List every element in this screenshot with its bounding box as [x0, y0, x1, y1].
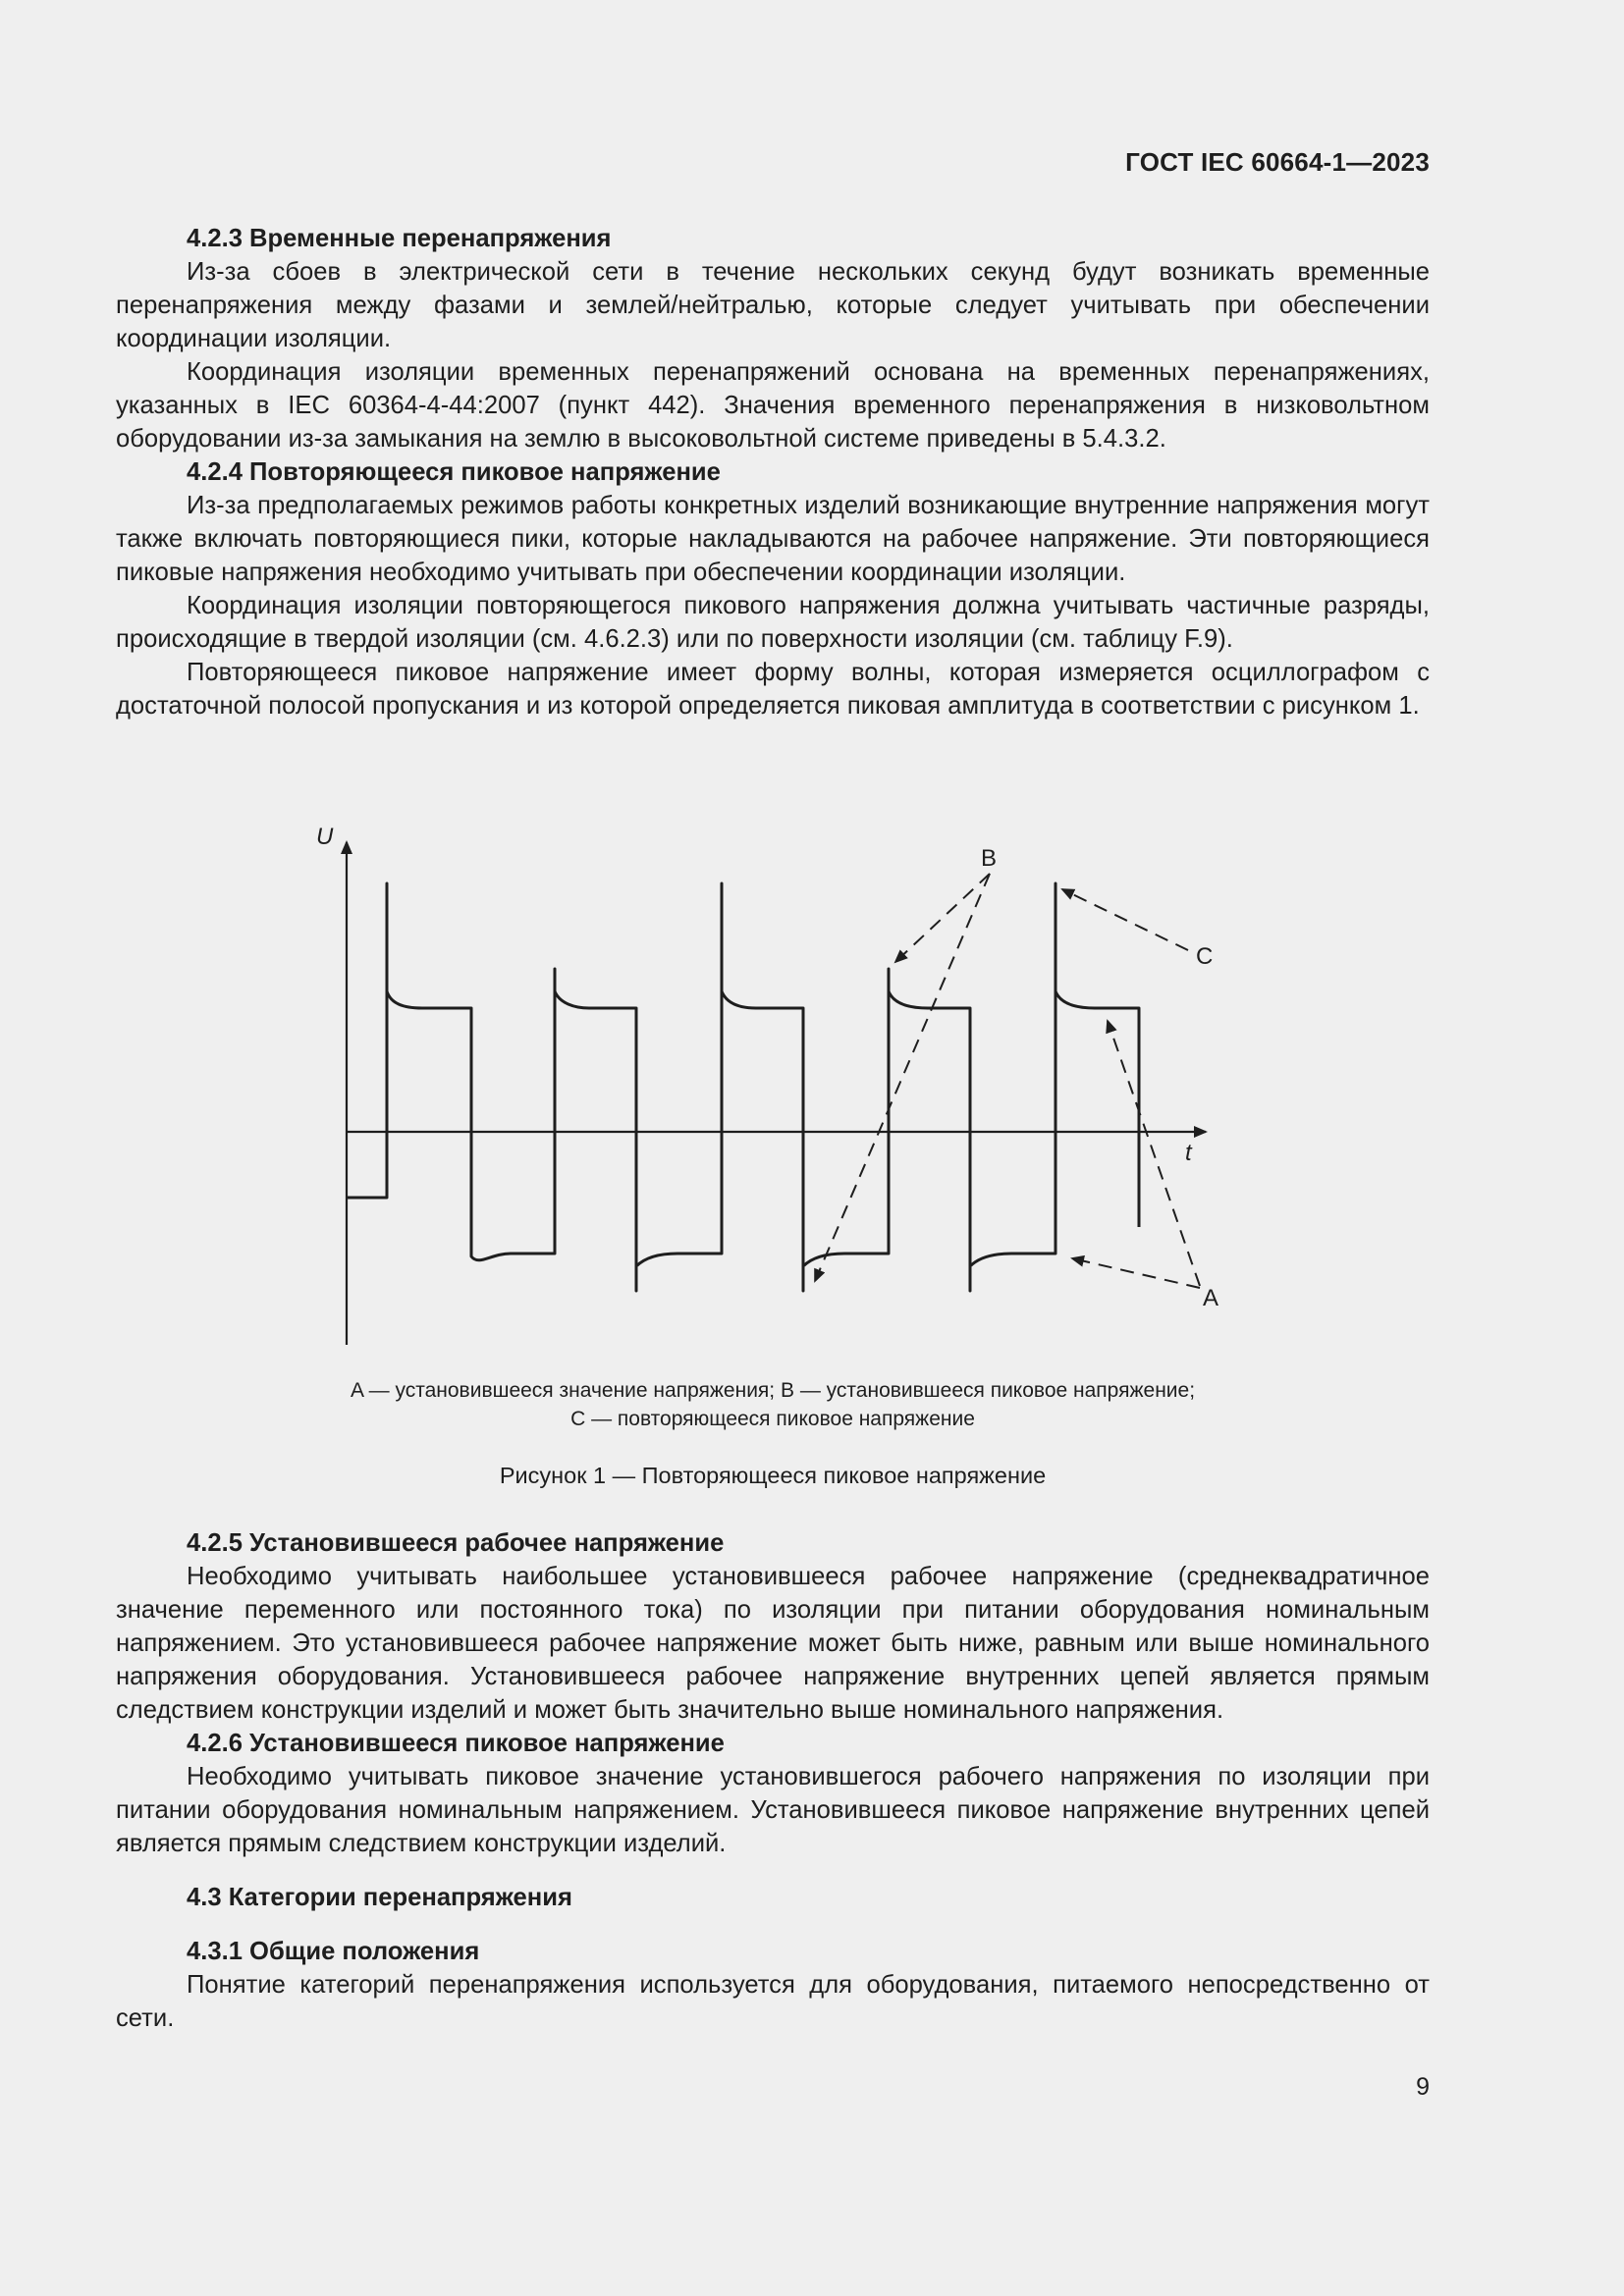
pointer-B-1 — [895, 874, 990, 962]
figure-1 — [116, 805, 1430, 1512]
page-number: 9 — [1416, 2073, 1430, 2101]
pointer-B-3 — [889, 888, 970, 1090]
paragraph: Из-за предполагаемых режимов работы конкретных изделий возникающие внутренние напряжения могут также включать повторяющиеся пики, которые накладываются на рабочее напряжение. Эти повторяющиеся пиковые напряжения необходимо учитывать при обеспечении координации изоляции. — [116, 492, 1430, 586]
pointer-A-2 — [1072, 1258, 1200, 1288]
section-heading: 4.2.5 Установившееся рабочее напряжение — [187, 1529, 725, 1557]
label-A: A — [1203, 1285, 1219, 1311]
section-heading: 4.2.4 Повторяющееся пиковое напряжение — [187, 458, 721, 486]
legend-line: A — установившееся значение напряжения; B — установившееся пиковое напряжение; — [350, 1379, 1196, 1402]
waveform-diagram — [116, 805, 1430, 1374]
paragraph: Координация изоляции повторяющегося пикового напряжения должна учитывать частичные разряды, происходящие в твердой изоляции (см. 4.6.2.3) или по поверхности изоляции (см. таблицу F.9). — [116, 592, 1430, 653]
paragraph: Из-за сбоев в электрической сети в течение нескольких секунд будут возникать временные перенапряжения между фазами и землей/нейтралью, которые следует учитывать при обеспечении координации изоляции. — [116, 258, 1430, 352]
label-B: B — [981, 845, 998, 872]
paragraph: Понятие категорий перенапряжения используется для оборудования, питаемого непосредственно от сети. — [116, 1971, 1430, 2032]
pointer-B-2 — [815, 874, 990, 1281]
paragraph: Необходимо учитывать наибольшее установившееся рабочее напряжение (среднеквадратичное значение переменного или постоянного тока) по изоляции при питании оборудования номинальным напряжением. Это установившееся рабочее напряжение может быть ниже, равным или выше номинального напряжения оборудования. Установившееся рабочее напряжение внутренних цепей является прямым следствием конструкции изделий и может быть значительно выше номинального напряжения. — [116, 1563, 1430, 1724]
paragraph: Необходимо учитывать пиковое значение установившегося рабочего напряжения по изоляции при питании оборудования номинальным напряжением. Установившееся пиковое напряжение внутренних цепей является прямым следствием конструкции изделий. — [116, 1763, 1430, 1857]
voltage-waveform — [347, 883, 1139, 1291]
label-C: C — [1196, 943, 1214, 970]
section-heading: 4.2.6 Установившееся пиковое напряжение — [187, 1730, 725, 1757]
figure-caption: Рисунок 1 — Повторяющееся пиковое напряжение — [499, 1463, 1047, 1488]
pointer-C — [1062, 889, 1188, 950]
section-heading: 4.3.1 Общие положения — [187, 1938, 480, 1965]
lower-text — [116, 1526, 1430, 2035]
y-axis-label: U — [316, 824, 334, 850]
section-heading: 4.2.3 Временные перенапряжения — [187, 225, 612, 252]
paragraph: Повторяющееся пиковое напряжение имеет форму волны, которая измеряется осциллографом с достаточной полосой пропускания и из которой определяется пиковая амплитуда в соответствии с рисунком 1. — [116, 659, 1430, 720]
legend-line: C — повторяющееся пиковое напряжение — [570, 1408, 975, 1430]
paragraph: Координация изоляции временных перенапряжений основана на временных перенапряжениях, указанных в IEC 60364-4-44:2007 (пункт 442). Значения временного перенапряжения в низковольтном оборудовании из-за замыкания на землю в высоковольтной системе приведены в 5.4.3.2. — [116, 358, 1430, 453]
section-heading: 4.3 Категории перенапряжения — [187, 1884, 572, 1911]
document-id: ГОСТ IEC 60664-1—2023 — [1125, 147, 1430, 177]
figure-legend — [116, 1376, 1430, 1433]
x-axis-label: t — [1185, 1140, 1192, 1166]
upper-text — [116, 222, 1430, 722]
